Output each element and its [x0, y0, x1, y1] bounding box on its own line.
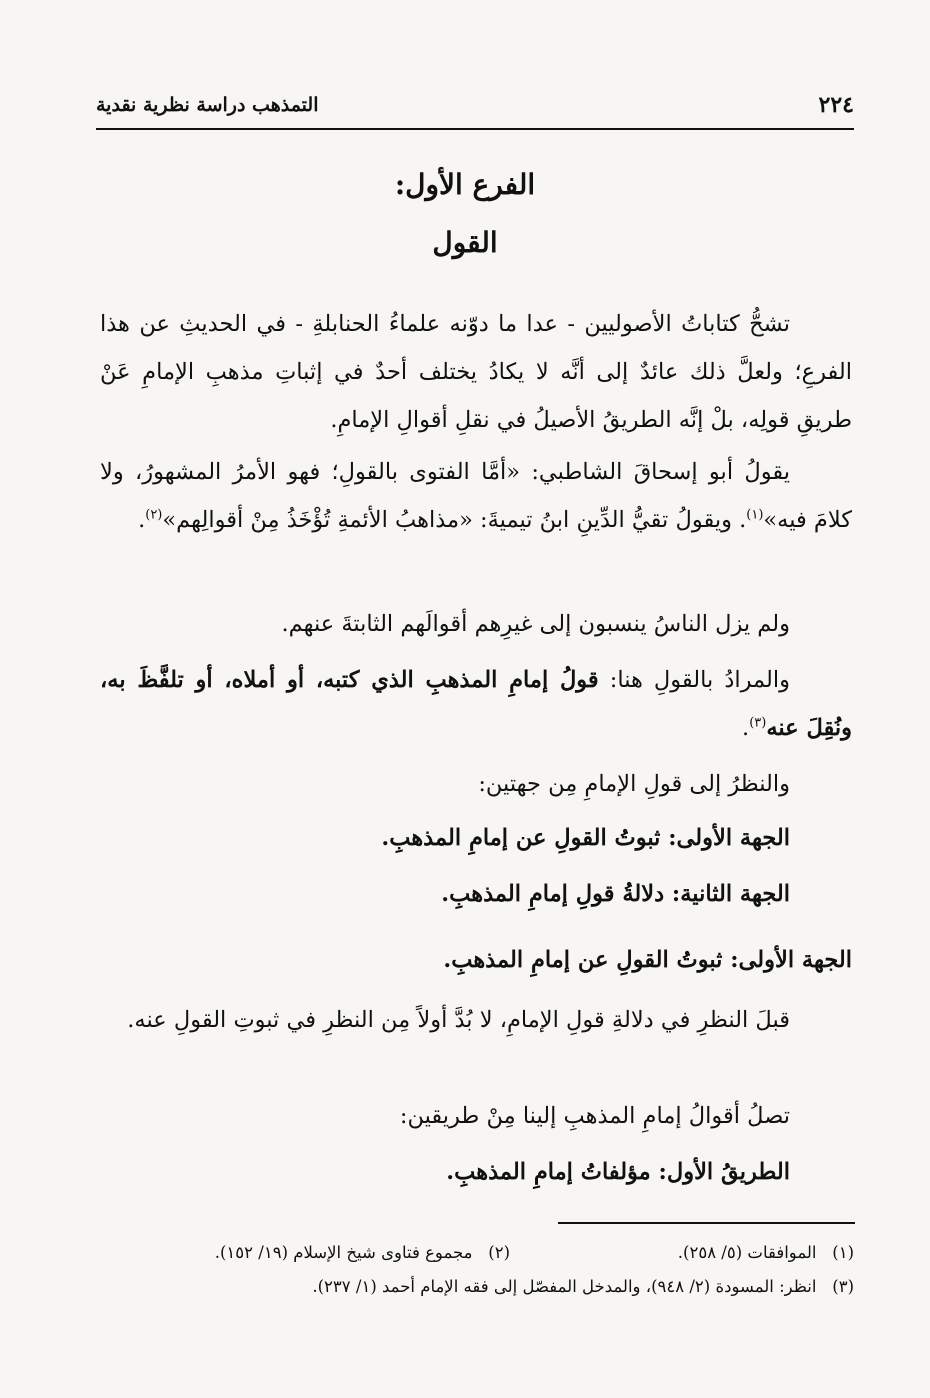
subheading-aspect-one: الجهة الأولى: ثبوتُ القولِ عن إمامِ المذهبِ. — [443, 947, 852, 973]
section-title: القول — [432, 226, 498, 259]
header-rule — [96, 128, 854, 130]
paragraph-1: تشحُّ كتاباتُ الأصوليين - عدا ما دوّنه علماءُ الحنابلةِ - في الحديثِ عن هذا الفرعِ؛ ولعلَّ ذلك عائدٌ إلى أنَّه لا يكادُ يختلف أحدٌ في إثباتِ مذهبِ الإمامِ عَنْ طريقِ قولِه، بلْ إنَّه الطريقُ الأصيلُ في نقلِ أقوالِ الإمامِ. — [100, 311, 852, 433]
paragraph-4-text-a: والمرادُ بالقولِ هنا: — [598, 667, 790, 693]
footnote-1-number: (١) — [832, 1243, 854, 1262]
footnote-ref-2: (٢) — [145, 507, 163, 523]
first-path-line: الطريقُ الأول: مؤلفاتُ إمامِ المذهبِ. — [446, 1159, 790, 1185]
footnote-3-text: انظر: المسودة (٢/ ٩٤٨)، والمدخل المفصّل إلى فقه الإمام أحمد (١/ ٢٣٧). — [312, 1277, 817, 1296]
footnote-ref-3: (٣) — [749, 715, 767, 731]
paragraph-2 — [100, 448, 852, 544]
section-heading: الفرع الأول: — [394, 168, 536, 201]
footnote-ref-1: (١) — [746, 507, 764, 523]
paragraph-10: تصلُ أقوالُ إمامِ المذهبِ إلينا مِنْ طريقين: — [399, 1103, 790, 1129]
footnote-2-number: (٢) — [488, 1243, 510, 1262]
paragraph-3: ولم يزل الناسُ ينسبون إلى غيرِهم أقوالَهم الثابتةَ عنهم. — [281, 611, 790, 637]
running-title: التمذهب دراسة نظرية نقدية — [96, 94, 319, 116]
paragraph-9: قبلَ النظرِ في دلالةِ قولِ الإمامِ، لا بُدَّ أولاً مِن النظرِ في ثبوتِ القولِ عنه. — [127, 1007, 790, 1033]
footnote-rule — [558, 1222, 855, 1224]
page-number: ٢٢٤ — [818, 92, 854, 118]
paragraph-2-text-c: . — [138, 507, 146, 533]
page-header — [96, 92, 854, 124]
footnote-2 — [215, 1240, 510, 1266]
footnote-1-text: الموافقات (٥/ ٢٥٨). — [677, 1243, 817, 1262]
paragraph-5: والنظرُ إلى قولِ الإمامِ مِن جهتين: — [478, 771, 790, 797]
aspect-one-line: الجهة الأولى: ثبوتُ القولِ عن إمامِ المذهبِ. — [381, 825, 790, 851]
aspect-two-line: الجهة الثانية: دلالةُ قولِ إمامِ المذهبِ. — [441, 881, 790, 907]
paragraph-4-text-c: . — [742, 715, 750, 741]
paragraph-2-text-b: . ويقولُ تقيُّ الدِّينِ ابنُ تيميةَ: «مذاهبُ الأئمةِ تُؤْخَذُ مِنْ أقوالِهم» — [162, 507, 747, 533]
paragraph-4-definition: قولُ إمامِ المذهبِ الذي كتبه، أو أملاه، أو تلفَّظَ به، ونُقِلَ عنه — [100, 667, 852, 741]
paragraph-2-text-a: يقولُ أبو إسحاقَ الشاطبي: «أمَّا الفتوى بالقولِ؛ فهو الأمرُ المشهورُ، ولا كلامَ فيه» — [100, 459, 852, 533]
footnote-3-number: (٣) — [832, 1277, 854, 1296]
footnote-3 — [312, 1274, 854, 1300]
paragraph-4 — [100, 656, 852, 752]
footnote-1 — [678, 1240, 854, 1266]
footnote-2-text: مجموع فتاوى شيخ الإسلام (١٩/ ١٥٢). — [214, 1243, 473, 1262]
